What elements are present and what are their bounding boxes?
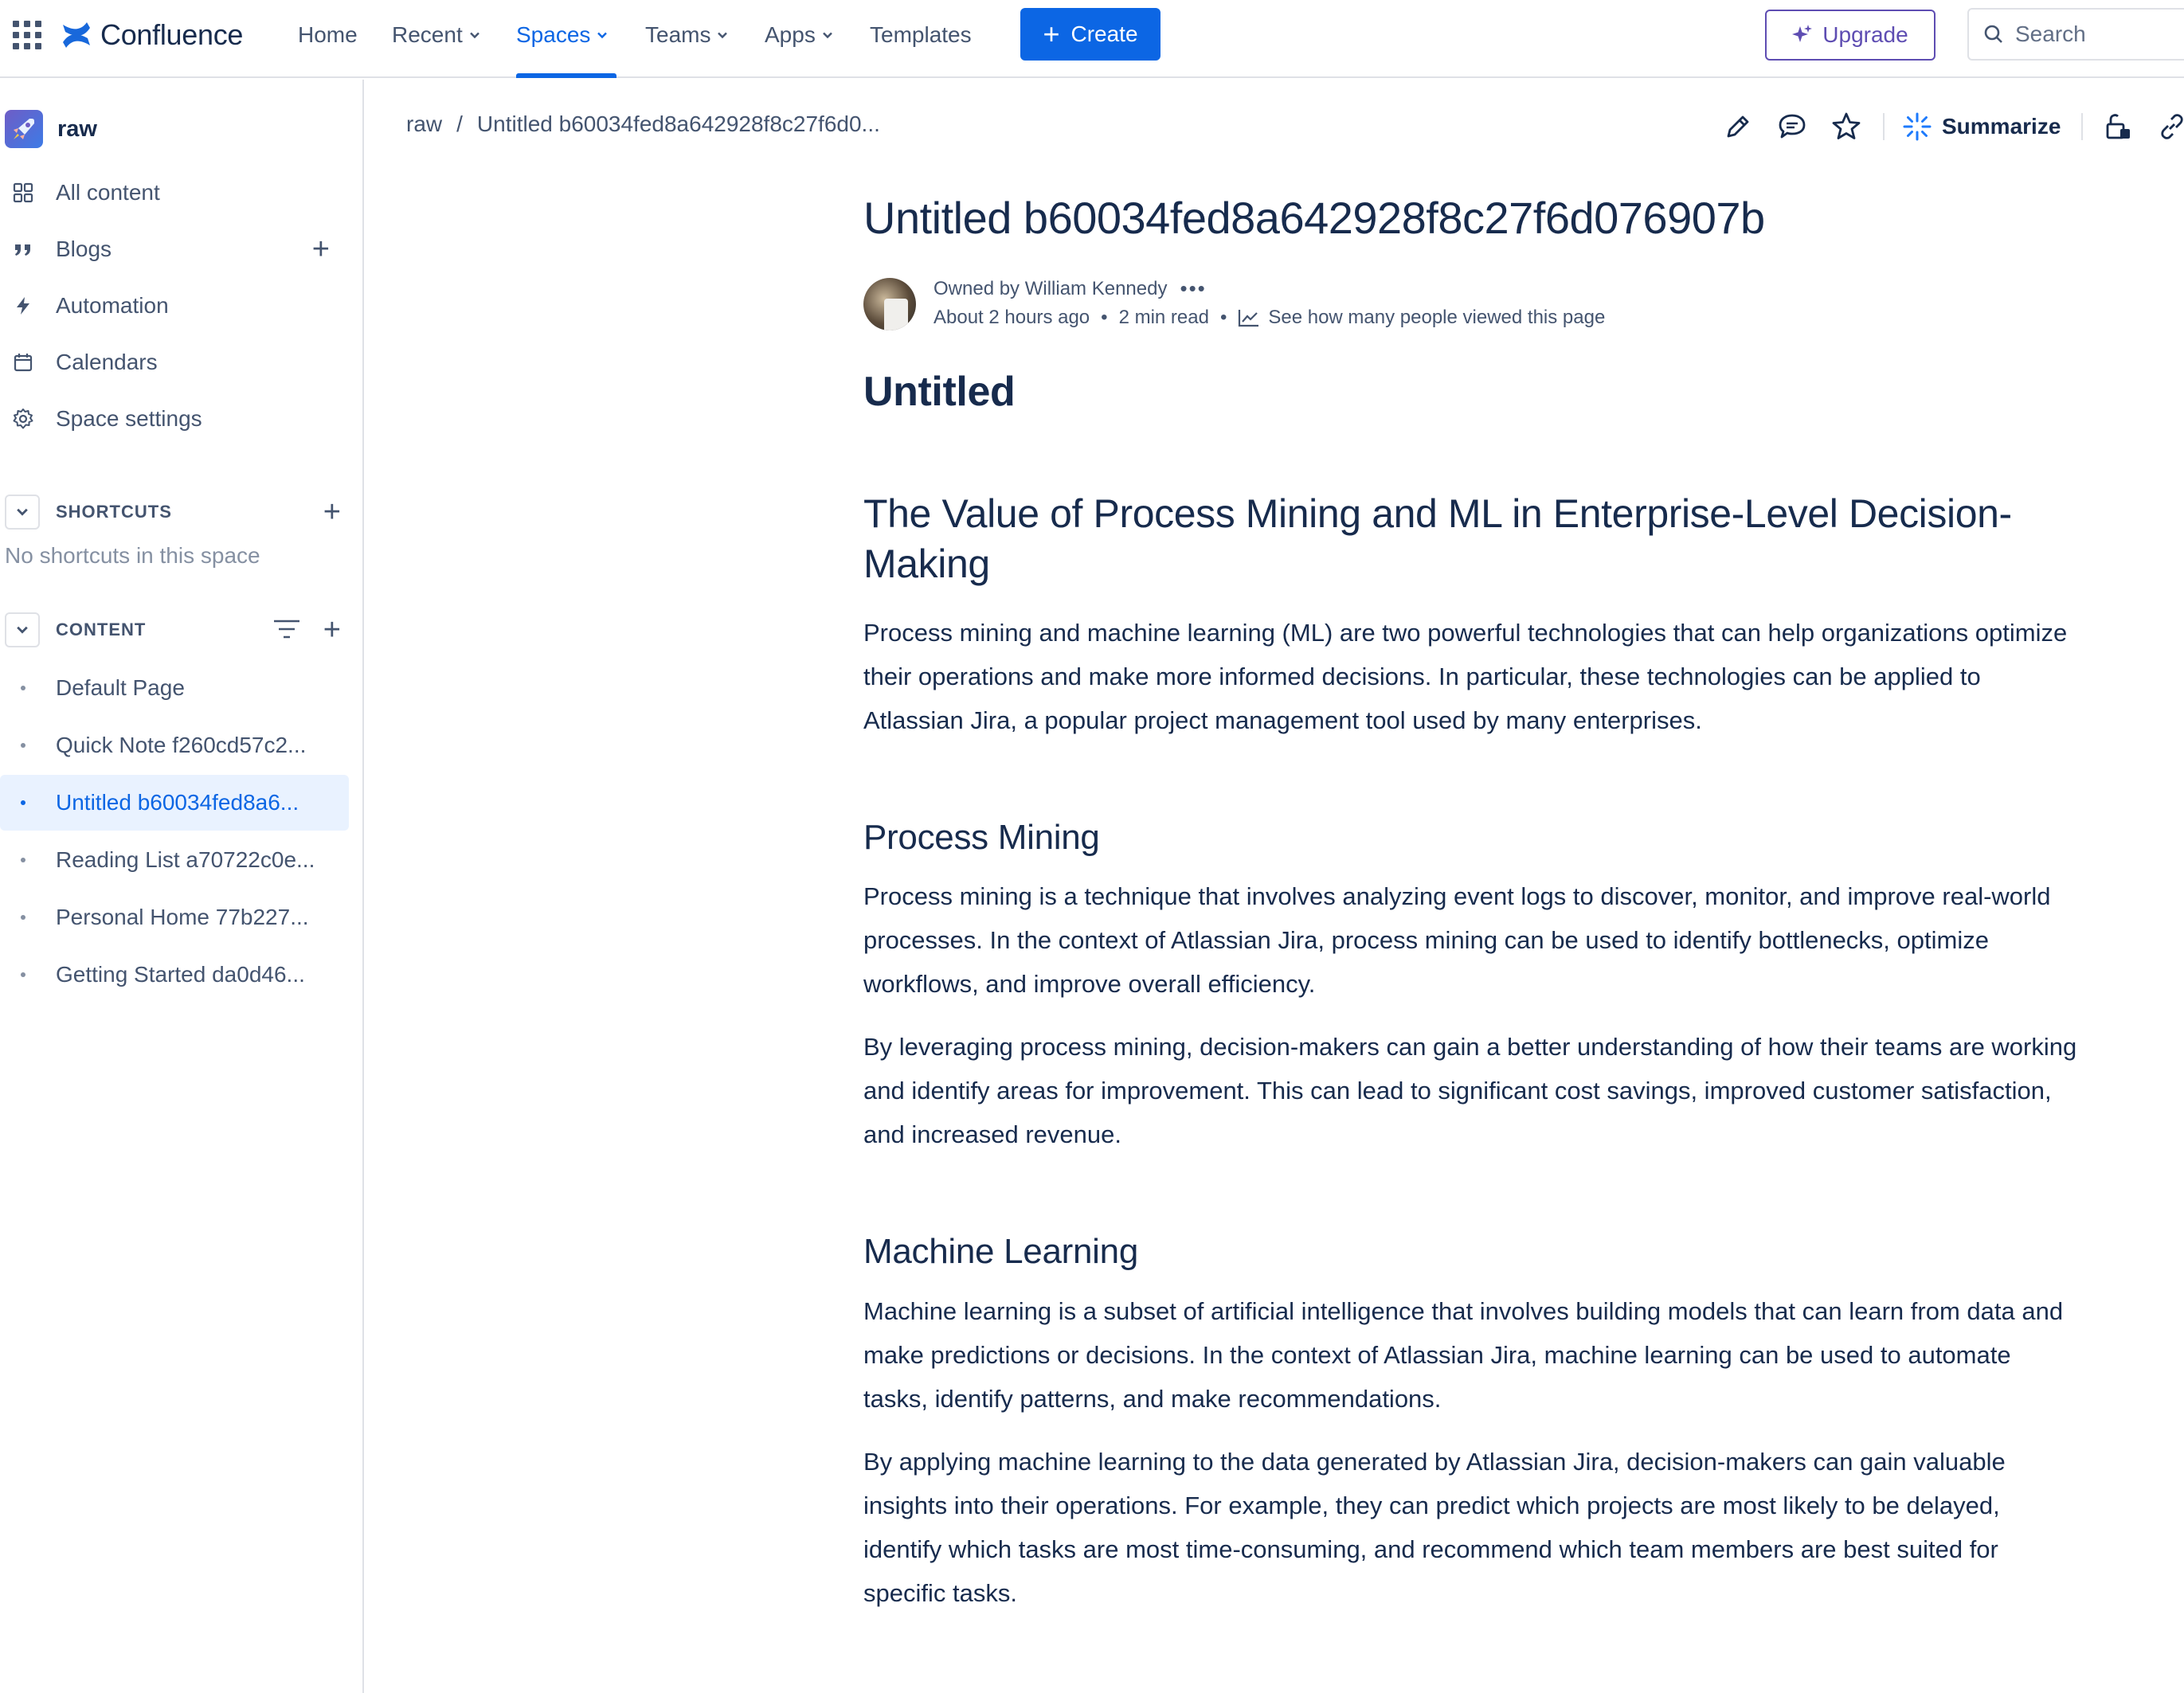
add-shortcut-icon[interactable]: + — [323, 495, 341, 529]
page-content — [863, 191, 2082, 1615]
nav-teams[interactable] — [645, 18, 728, 53]
sidebar-item-label: Automation — [56, 293, 169, 318]
upgrade-button[interactable] — [1765, 10, 1935, 61]
meta-bullet: • — [1101, 307, 1108, 329]
add-blog-icon[interactable]: + — [311, 233, 330, 266]
nav-templates[interactable] — [870, 18, 972, 53]
link-icon[interactable] — [2155, 109, 2184, 144]
rocket-icon — [10, 115, 37, 143]
nav-home-label: Home — [298, 22, 358, 47]
content-heading-2: The Value of Process Mining and ML in Enterprise-Level Decision-Making — [863, 491, 2012, 587]
quote-icon — [11, 237, 35, 261]
page-views-link[interactable]: See how many people viewed this page — [1268, 307, 1606, 329]
page-actions — [1720, 107, 2184, 147]
sidebar-item-label: Calendars — [56, 350, 158, 374]
breadcrumb — [406, 111, 880, 137]
chevron-down-icon[interactable] — [5, 495, 40, 530]
page-tree-label: Reading List a70722c0e... — [56, 847, 315, 872]
sidebar-item-all-content[interactable] — [0, 169, 350, 217]
section-paragraph: Machine learning is a subset of artificial intelligence that involves building models that can learn from data and make predictions or decisions. In the context of Atlassian Jira, machine learning can be used to automate tasks, identify patterns, and make recommendations. — [863, 1297, 2064, 1413]
nav-home[interactable] — [298, 18, 358, 53]
section-heading-process-mining: Process Mining — [863, 817, 1100, 857]
star-icon[interactable] — [1829, 109, 1864, 144]
owner-name[interactable]: Owned by William Kennedy — [933, 277, 1168, 299]
space-header[interactable] — [5, 110, 97, 148]
updated-time: About 2 hours ago — [933, 307, 1090, 329]
lightning-icon — [11, 294, 35, 318]
unlock-icon[interactable] — [2100, 109, 2135, 144]
page-tree-item[interactable] — [0, 717, 349, 773]
create-button-label: Create — [1070, 22, 1138, 46]
page-tree-label: Default Page — [56, 675, 185, 700]
page-tree-label: Quick Note f260cd57c2... — [56, 733, 307, 757]
nav-spaces-label: Spaces — [516, 22, 591, 47]
intro-paragraph: Process mining and machine learning (ML) are two powerful technologies that can help organizations optimize their operations and make more informed decisions. In particular, these technologies can be applied to Atlassian Jira, a popular project management tool used by many enterprises. — [863, 618, 2068, 734]
nav-teams-label: Teams — [645, 22, 711, 47]
page-tree-label: Getting Started da0d46... — [56, 962, 305, 987]
owner-avatar[interactable] — [863, 278, 916, 330]
sidebar — [0, 80, 364, 1693]
upgrade-button-label: Upgrade — [1822, 22, 1908, 47]
section-heading-machine-learning: Machine Learning — [863, 1232, 1138, 1272]
page-tree-item[interactable] — [0, 947, 349, 1003]
owner-line — [933, 276, 1207, 301]
sidebar-item-space-settings[interactable] — [0, 395, 350, 443]
summarize-label: Summarize — [1942, 114, 2061, 139]
create-button[interactable] — [1020, 8, 1160, 61]
comment-icon[interactable] — [1775, 109, 1810, 144]
content-label: CONTENT — [56, 620, 147, 639]
bullet-icon — [21, 743, 25, 748]
page-meta — [933, 307, 1605, 329]
bullet-icon — [21, 858, 25, 862]
nav-active-indicator — [516, 73, 616, 78]
bullet-icon — [21, 800, 25, 805]
analytics-chart-icon — [1238, 308, 1260, 327]
nav-apps[interactable] — [765, 18, 833, 53]
search-input[interactable] — [1967, 8, 2184, 61]
edit-pencil-icon[interactable] — [1720, 109, 1755, 144]
chevron-down-icon — [597, 29, 608, 41]
nav-templates-label: Templates — [870, 22, 972, 47]
chevron-down-icon[interactable] — [5, 612, 40, 647]
content-heading-1: Untitled — [863, 369, 1016, 416]
nav-spaces[interactable] — [516, 18, 608, 53]
plus-icon: + — [1043, 18, 1060, 50]
sidebar-item-label: All content — [56, 180, 160, 205]
nav-recent[interactable] — [392, 18, 480, 53]
shortcuts-section — [5, 492, 347, 532]
shortcuts-label: SHORTCUTS — [56, 502, 172, 522]
nav-apps-label: Apps — [765, 22, 816, 47]
nav-recent-label: Recent — [392, 22, 463, 47]
chevron-down-icon — [822, 29, 833, 41]
bullet-icon — [21, 972, 25, 977]
sidebar-item-label: Blogs — [56, 237, 112, 261]
add-content-icon[interactable]: + — [323, 613, 341, 647]
page-title[interactable]: Untitled b60034fed8a642928f8c27f6d076907b — [863, 193, 1765, 243]
sidebar-item-automation[interactable] — [0, 282, 350, 330]
page-tree-item-selected[interactable] — [0, 775, 349, 831]
space-avatar — [5, 110, 43, 148]
chevron-down-icon — [469, 29, 480, 41]
filter-icon[interactable] — [272, 616, 301, 646]
bullet-icon — [21, 686, 25, 690]
page-tree-item[interactable] — [0, 660, 349, 716]
read-time: 2 min read — [1118, 307, 1209, 329]
space-name: raw — [57, 115, 97, 142]
section-paragraph: Process mining is a technique that involves analyzing event logs to discover, monitor, and improve real-world processes. In the context of Atlassian Jira, process mining can be used to identify bottlenecks, optimize workflows, and improve overall efficiency. — [863, 882, 2051, 999]
search-placeholder: Search — [2015, 22, 2086, 46]
page-tree-item[interactable] — [0, 832, 349, 888]
confluence-logo-icon — [61, 19, 92, 51]
section-paragraph: By leveraging process mining, decision-makers can gain a better understanding of how their teams are working and identify areas for improvement. This can lead to significant cost savings, improved customer satisfaction, and increased revenue. — [863, 1033, 2077, 1149]
page-tree-item[interactable] — [0, 890, 349, 945]
app-switcher-icon[interactable] — [13, 21, 41, 49]
grid-icon — [11, 181, 35, 205]
toolbar-divider — [1883, 113, 1885, 140]
meta-bullet: • — [1219, 307, 1227, 329]
page-byline — [863, 276, 2082, 335]
bullet-icon — [21, 915, 25, 920]
page-tree-label: Personal Home 77b227... — [56, 905, 309, 929]
confluence-logo-text: Confluence — [100, 18, 244, 51]
summarize-sparkle-icon — [1902, 111, 1932, 142]
gear-icon — [11, 407, 35, 431]
shortcuts-empty-text: No shortcuts in this space — [5, 543, 260, 568]
chevron-down-icon — [717, 29, 728, 41]
page-tree-label: Untitled b60034fed8a6... — [56, 790, 299, 815]
breadcrumb-space[interactable]: raw — [406, 111, 443, 136]
summarize-button[interactable] — [1902, 111, 2061, 142]
top-navigation — [0, 0, 2184, 78]
content-section — [5, 610, 347, 650]
sparkle-icon — [1792, 25, 1813, 45]
search-icon — [1983, 24, 2004, 45]
breadcrumb-separator: / — [456, 111, 463, 136]
sidebar-item-label: Space settings — [56, 406, 202, 431]
confluence-logo[interactable] — [61, 16, 243, 54]
section-paragraph: By applying machine learning to the data generated by Atlassian Jira, decision-makers can gain valuable insights into their operations. For example, they can predict which projects are most likely to be delayed, identify which tasks are most time-consuming, and recommend which team members are best suited for specific tasks. — [863, 1448, 2006, 1608]
toolbar-divider — [2081, 113, 2083, 140]
breadcrumb-page[interactable]: Untitled b60034fed8a642928f8c27f6d0... — [476, 111, 880, 136]
sidebar-item-blogs[interactable] — [0, 225, 350, 273]
more-options-icon[interactable]: ••• — [1180, 276, 1207, 301]
calendar-icon — [11, 350, 35, 374]
sidebar-item-calendars[interactable] — [0, 338, 350, 386]
